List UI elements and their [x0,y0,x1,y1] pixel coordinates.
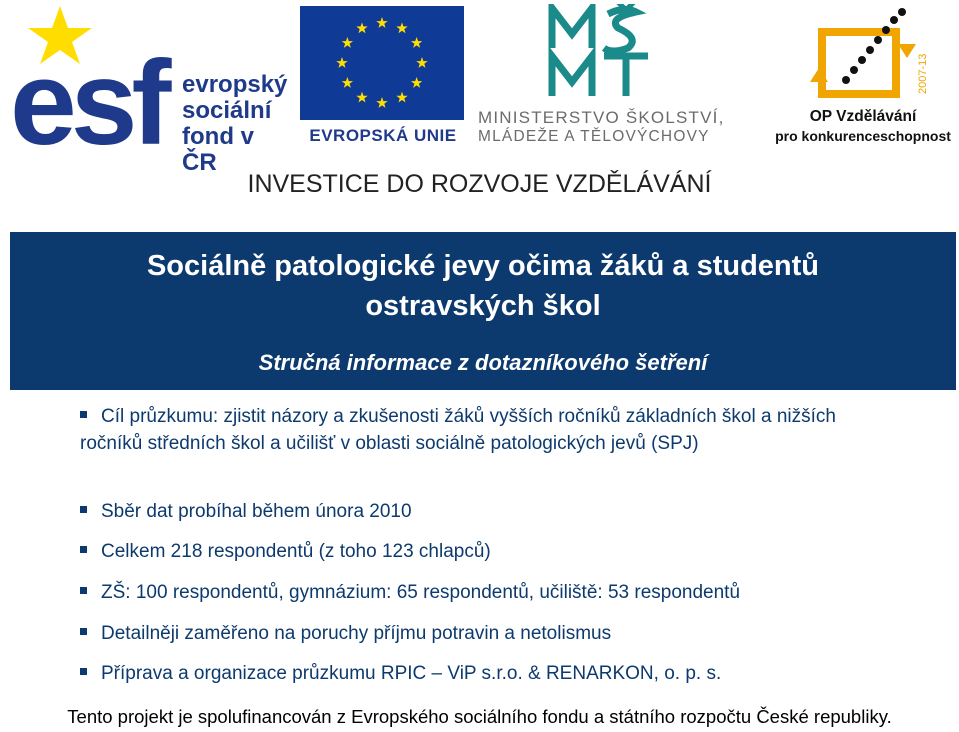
bullet-text: Příprava a organizace průzkumu RPIC – ViP s.r.o. & RENARKON, o. p. s. [101,663,722,684]
eu-star-icon [411,37,422,48]
bullet-text: Cíl průzkumu: zjistit názory a zkušenosti žáků vyšších ročníků základních škol a nižších ročníků středních škol a učilišť v oblasti sociálně patologických jevů (SPJ) [80,406,836,454]
bullet-item [80,403,900,457]
esf-line-2: sociální [182,97,272,124]
eu-star-icon [396,22,407,33]
bullet-square-icon [80,587,87,594]
bullet-text: Sběr dat probíhal během února 2010 [101,501,412,522]
bullet-square-icon [80,628,87,635]
op-logo [770,4,956,146]
msmt-line-2: MLÁDEŽE A TĚLOVÝCHOVY [478,128,710,145]
eu-flag-icon [300,6,464,120]
title-line-2: ostravských škol [365,290,601,322]
op-line-1: OP Vzdělávání [809,108,917,125]
bullet-item [80,660,900,687]
title-banner [10,232,956,390]
bullet-square-icon [80,668,87,675]
footer-note: Tento projekt je spolufinancován z Evropského sociálního fondu a státního rozpočtu České republiky. [67,706,892,727]
bullet-square-icon [80,546,87,553]
esf-mark-text: esf [10,36,166,146]
eu-star-icon [356,92,367,103]
op-line-2: pro konkurenceschopnost [775,128,951,144]
investice-heading: INVESTICE DO ROZVOJE VZDĚLÁVÁNÍ [247,170,712,198]
bullet-square-icon [80,411,87,418]
msmt-logo [478,4,764,146]
op-badge: 2007-13 [917,53,929,94]
eu-star-icon [376,17,387,28]
bullet-text: Detailněji zaměřeno na poruchy příjmu potravin a netolismus [101,623,612,644]
eu-star-icon [416,57,427,68]
eu-star-icon [376,97,387,108]
esf-line-1: evropský [182,71,288,98]
bullet-item [80,620,900,647]
eu-star-icon [342,37,353,48]
bullet-item [80,498,900,525]
bullet-text: ZŠ: 100 respondentů, gymnázium: 65 respondentů, učiliště: 53 respondentů [101,582,741,603]
op-mark-icon [770,4,956,108]
esf-mark-icon [8,6,178,146]
eu-logo [298,6,468,146]
bullet-square-icon [80,506,87,513]
esf-logo [8,6,288,176]
msmt-line-1: MINISTERSTVO ŠKOLSTVÍ, [478,108,725,127]
eu-star-icon [342,77,353,88]
msmt-mark-icon [548,4,698,100]
bullet-text: Celkem 218 respondentů (z toho 123 chlapců) [101,541,491,562]
esf-line-3: fond v ČR [182,123,254,176]
bullet-item [80,579,900,606]
eu-star-icon [356,22,367,33]
eu-star-icon [411,77,422,88]
eu-star-icon [336,57,347,68]
eu-star-icon [396,92,407,103]
bullet-item [80,538,900,565]
eu-label: EVROPSKÁ UNIE [309,126,457,145]
subtitle: Stručná informace z dotazníkového šetření [258,350,708,375]
title-line-1: Sociálně patologické jevy očima žáků a studentů [146,250,820,282]
